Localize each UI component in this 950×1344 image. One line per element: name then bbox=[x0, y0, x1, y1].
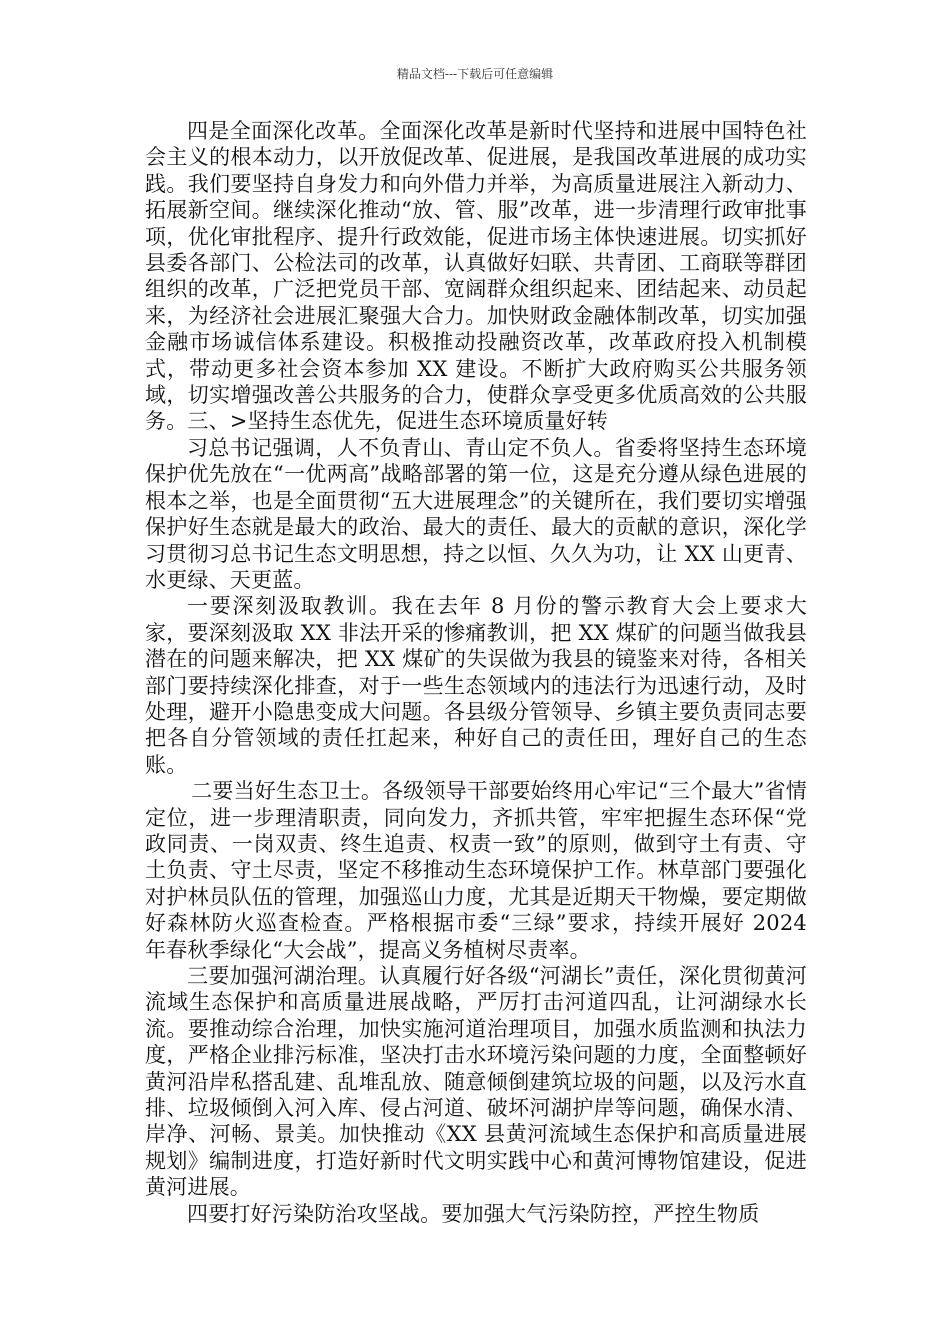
page-header: 精品文档---下载后可任意编辑 bbox=[396, 67, 554, 81]
paragraph-eco-guardian: 二要当好生态卫士。各级领导干部要始终用心牢记“三个最大”省情定位，进一步理清职责，同向发力，齐抓共管，牢牢把握生态环保“党政同责、一岗双责、终生追责、权责一致”的原则，做到守土有责、守土负责、守土尽责，坚定不移推动生态环境保护工作。林草部门要强化对护林员队伍的管理，加强巡山力度，尤其是近期天干物燥，要定期做好森林防火巡查检查。严格根据市委“三绿”要求，持续开展好 2024 年春秋季绿化“大会战”，提高义务植树尽责率。 bbox=[145, 779, 807, 962]
paragraph-river-governance: 三要加强河湖治理。认真履行好各级“河湖长”责任，深化贯彻黄河流域生态保护和高质量进展战略，严厉打击河道四乱，让河湖绿水长流。要推动综合治理，加快实施河道治理项目，加强水质监测和执法力度，严格企业排污标准，坚决打击水环境污染问题的力度，全面整顿好黄河沿岸私搭乱建、乱堆乱放、随意倾倒建筑垃圾的问题，以及污水直排、垃圾倾倒入河入库、侵占河道、破坏河湖护岸等问题，确保水清、岸净、河畅、景美。加快推动《XX 县黄河流域生态保护和高质量进展规划》编制进度，打造好新时代文明实践中心和黄河博物馆建设，促进黄河进展。 bbox=[145, 964, 807, 1200]
paragraph-lessons: 一要深刻汲取教训。我在去年 8 月份的警示教育大会上要求大家，要深刻汲取 XX 非法开采的惨痛教训，把 XX 煤矿的问题当做我县潜在的问题来解决，把 XX 煤矿的失误做为我县的镜鉴来对待，各相关部门要持续深化排查，对于一些生态领域内的违法行为迅速行动，及时处理，避开小隐患变成大问题。各县级分管领导、乡镇主要负责同志要把各自分管领域的责任扛起来，种好自己的责任田，理好自己的生态账。 bbox=[145, 594, 807, 777]
paragraph-ecology-priority: 习总书记强调，人不负青山、青山定不负人。省委将坚持生态环境保护优先放在“一优两高”战略部署的第一位，这是充分遵从绿色进展的根本之举，也是全面贯彻“五大进展理念”的关键所在，我们要切实增强保护好生态就是最大的政治、最大的责任、最大的贡献的意识，深化学习贯彻习总书记生态文明思想，持之以恒、久久为功，让 XX 山更青、水更绿、天更蓝。 bbox=[145, 435, 807, 592]
paragraph-pollution-control: 四要打好污染防治攻坚战。要加强大气污染防控，严控生物质 bbox=[187, 1201, 760, 1226]
paragraph-deepen-reform: 四是全面深化改革。全面深化改革是新时代坚持和进展中国特色社会主义的根本动力，以开放促改革、促进展，是我国改革进展的成功实践。我们要坚持自身发力和向外借力并举，为高质量进展注入新动力、拓展新空间。继续深化推动“放、管、服”改革，进一步清理行政审批事项，优化审批程序、提升行政效能，促进市场主体快速进展。切实抓好县委各部门、公检法司的改革，认真做好妇联、共青团、工商联等群团组织的改革，广泛把党员干部、宽阔群众组织起来、团结起来、动员起来，为经济社会进展汇聚强大合力。加快财政金融体制改革，切实加强金融市场诚信体系建设。积极推动投融资改革，改革政府投入机制模式，带动更多社会资本参加 XX 建设。不断扩大政府购买公共服务领域，切实增强改善公共服务的合力，使群众享受更多优质高效的公共服务。三、>坚持生态优先，促进生态环境质量好转 bbox=[145, 119, 807, 434]
document-body bbox=[145, 118, 807, 1227]
